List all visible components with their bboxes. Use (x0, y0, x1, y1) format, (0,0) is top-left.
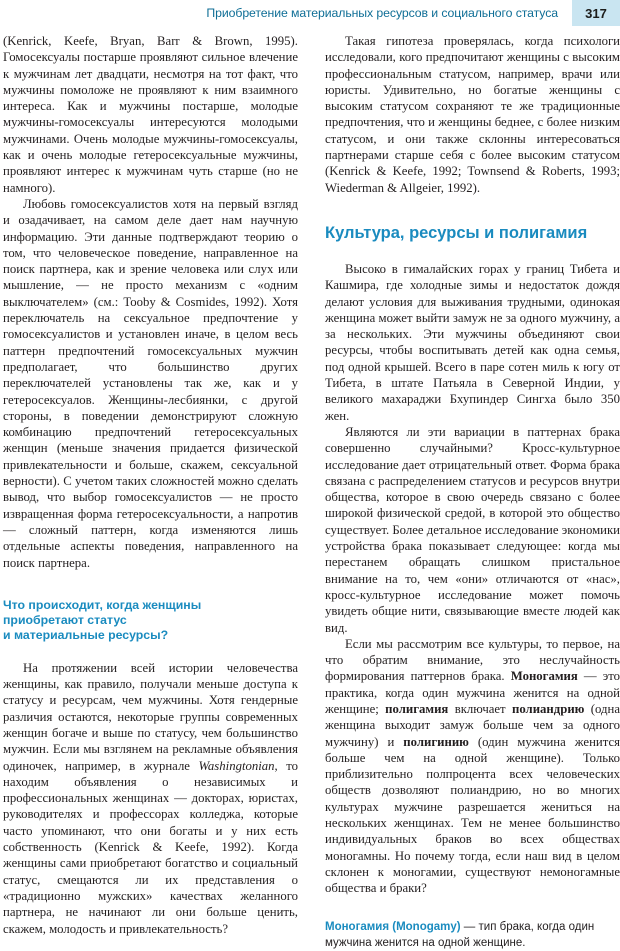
p4-part-d: (одна женщина выходит замуж больше чем за одного мужчину) и (325, 701, 620, 749)
subsection-heading-line-3: и материальные ресурсы? (3, 627, 169, 642)
term-monogamy: Моногамия (510, 669, 578, 684)
left-paragraph-3-start: На протяжении всей истории человечества женщины, как правило, получали меньше доступа к статусу и ресурсам, чем мужчины. Хотя гендерные различия остаются, некоторые группы современных женщин богаче и выше по статусу, чем большинство мужчин. Если мы взглянем на рекламные объявления одиночек, например, в журнале (3, 660, 298, 773)
subsection-heading-line-2: приобретают статус (3, 612, 127, 627)
glossary-definition: — тип брака, когда один мужчина женится на одной женщине. (325, 920, 595, 949)
p4-part-a: Если мы рассмотрим все культуры, то первое, на что обратим внимание, это неслучайность формирования паттернов брака. (325, 636, 620, 684)
left-paragraph-3 (3, 660, 298, 937)
left-paragraph-1: (Kenrick, Keefe, Bryan, Barr & Brown, 1995). Гомосексуалы постарше проявляют сильное влечение к мужчинам лет двадцати, несмотря на тот факт, что мужчины помоложе не проявляют к ним взаимного интереса. Как и мужчины постарше, молодые мужчины-гомосексуалы интересуются молодыми мужчинами. Очень молодые мужчины-гомосексуалы, как и очень молодые гетеросексуальные мужчины, проявляют интерес к мужчинам чуть старше (но не намного). (3, 34, 298, 195)
subsection-heading-line-1: Что происходит, когда женщины (3, 597, 202, 612)
right-paragraph-4 (325, 636, 620, 897)
page-number: 317 (572, 0, 620, 26)
p4-part-e: (один мужчина женится больше чем на одной женщине). Только приблизительно полпроцента всех человеческих обществ дозволяют полиандрию, но во многих культурах мужчине разрешается жениться на нескольких женщинах. Тем не менее большинство индивидуальных браков во всех обществах моногамны. Но почему тогда, если наш вид в целом склонен к моногамии, существуют немоногамные общества и браки? (325, 734, 620, 896)
left-paragraph-2: Любовь гомосексуалистов хотя на первый взгляд и озадачивает, на самом деле дает нам научную информацию. Эти данные подтверждают теорию о том, что человеческое поведение, направленное на поиск партнера, как и зрение человека или слух или мышление, — не просто механизм с «одним выключателем» (см.: Tooby & Cosmides, 1992). Хотя переключатель на сексуальное предпочтение у гомосексуалистов и установлен иначе, в целом весь паттерн предпочтений гомосексуальных мужчин предполагает, что большинство других переключателей установлены так же, как и у гетеросексуалов. Женщины-лесбиянки, с другой стороны, в поведении демонстрируют сложную комбинацию предпочтений гетеросексуальных женщин (меньше значения придается физической привлекательности и больше, скажем, сексуальной верности). С учетом таких сложностей можно сделать вывод, что выбор гомосексуалистов — не просто извращенная форма гетеросексуальности, а напротив — сложный паттерн, когда изменяются лишь отдельные аспекты поведения, направленного на поиск партнера. (3, 196, 298, 570)
p4-part-b: — это практика, когда один мужчина женится на одной женщине; (325, 669, 620, 716)
term-polygamy: полигамия (385, 701, 449, 716)
left-column (3, 33, 298, 937)
running-header-title: Приобретение материальных ресурсов и социального статуса (206, 6, 558, 20)
running-header (0, 0, 620, 26)
subsection-heading (3, 598, 298, 643)
journal-title: Washingtonian (198, 758, 275, 773)
glossary-term: Моногамия (Monogamy) (325, 920, 461, 933)
left-paragraph-3-end: , то находим объявления о независимых и профессиональных женщинах — докторах, юристах, руководителях и профессорах колледжа, которые часто упоминают, что они богаты и у них есть собственность (Kenrick & Keefe, 1992). Когда женщины сами приобретают богатство и социальный статус, смещаются ли их представления о «традиционно мужских» качествах желанного партнера, не начинают ли они больше ценить, скажем, молодость и привлекательность? (3, 758, 299, 936)
term-polygyny: полигинию (403, 734, 469, 749)
right-column (325, 33, 620, 951)
right-paragraph-1: Такая гипотеза проверялась, когда психологи исследовали, кого предпочитают женщины с высоким профессиональным статусом, например, врачи или юристы. Удивительно, но богатые женщины с высоким статусом сохраняют те же традиционные предпочтения, что и женщины беднее, с более низким статусом, и они также склонны интересоваться партнерами старше себя с более высоким статусом (Kenrick & Keefe, 1992; Townsend & Roberts, 1993; Wiederman & Allgeier, 1992). (325, 34, 620, 195)
right-paragraph-3: Являются ли эти вариации в паттернах брака совершенно случайными? Кросс-культурное исследование дает отрицательный ответ. Форма брака связана с распределением статусов и ресурсов внутри общества, которое в свою очередь связано с более широкой физической средой, в которой это общество существует. Более детальное исследование экономики устройства брака показывает следующее: когда мы перестанем обращать слишком пристальное внимание на то, чем «они» отличаются от «нас», кросс-культурное исследование может помочь увидеть общие нити, связывающие вместе людей как вид. (325, 424, 620, 635)
right-paragraph-2: Высоко в гималайских горах у границ Тибета и Кашмира, где холодные зимы и недостаток дождя делают условия для выживания трудными, одинокая женщина может выйти замуж не за одного мужчину, а за нескольких. Эти мужчины объединяют свои ресурсы, чтобы воспитывать детей как одна семья, под одной крышей. Всего в паре сотен миль к югу от Тибета, в штате Патьяла в Северной Индии, у великого махараджи Бхупиндер Сингха было 350 жен. (325, 261, 620, 423)
term-polyandry: полиандрию (512, 701, 585, 716)
p4-part-c: включает (448, 701, 512, 716)
section-heading: Культура, ресурсы и полигамия (325, 223, 588, 242)
glossary-entry (325, 919, 620, 951)
